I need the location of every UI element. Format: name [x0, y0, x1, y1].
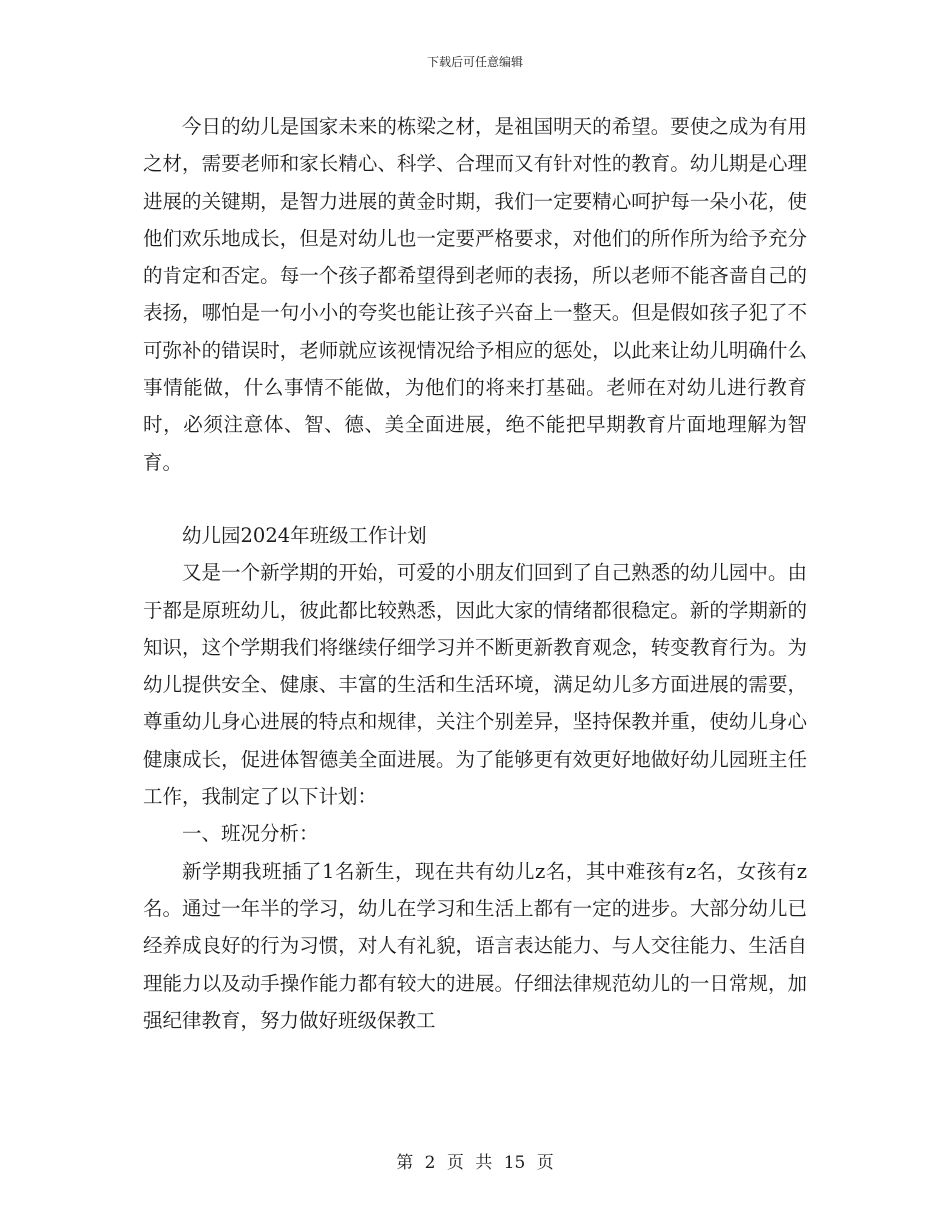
plan-intro-paragraph: 又是一个新学期的开始，可爱的小朋友们回到了自己熟悉的幼儿园中。由于都是原班幼儿，彼此都比较熟悉，因此大家的情绪都很稳定。新的学期新的知识，这个学期我们将继续仔细学习并不断更新教育观念，转变教育行为。为幼儿提供安全、健康、丰富的生活和生活环境，满足幼儿多方面进展的需要，尊重幼儿身心进展的特点和规律，关注个别差异，坚持保教并重，使幼儿身心健康成长，促进体智德美全面进展。为了能够更有效更好地做好幼儿园班主任工作，我制定了以下计划：	[143, 561, 807, 809]
page-number-footer: 第 2 页 共 15 页	[396, 1153, 554, 1173]
section-heading: 一、班况分析：	[182, 822, 319, 846]
document-title: 幼儿园2024年班级工作计划	[182, 523, 427, 547]
document-body	[143, 108, 807, 1039]
class-analysis-paragraph: 新学期我班插了1名新生，现在共有幼儿z名，其中难孩有z名，女孩有z名。通过一年半的学习，幼儿在学习和生活上都有一定的进步。大部分幼儿已经养成良好的行为习惯，对人有礼貌，语言表达能力、与人交往能力、生活自理能力以及动手操作能力都有较大的进展。仔细法律规范幼儿的一日常规，加强纪律教育，努力做好班级保教工	[143, 859, 807, 1032]
page-header-note: 下载后可任意编辑	[426, 55, 523, 69]
intro-paragraph: 今日的幼儿是国家未来的栋梁之材，是祖国明天的希望。要使之成为有用之材，需要老师和家长精心、科学、合理而又有针对性的教育。幼儿期是心理进展的关键期，是智力进展的黄金时期，我们一定要精心呵护每一朵小花，使他们欢乐地成长，但是对幼儿也一定要严格要求，对他们的所作所为给予充分的肯定和否定。每一个孩子都希望得到老师的表扬，所以老师不能吝啬自己的表扬，哪怕是一句小小的夸奖也能让孩子兴奋上一整天。但是假如孩子犯了不可弥补的错误时，老师就应该视情况给予相应的惩处，以此来让幼儿明确什么事情能做，什么事情不能做，为他们的将来打基础。老师在对幼儿进行教育时，必须注意体、智、德、美全面进展，绝不能把早期教育片面地理解为智育。	[143, 115, 807, 474]
